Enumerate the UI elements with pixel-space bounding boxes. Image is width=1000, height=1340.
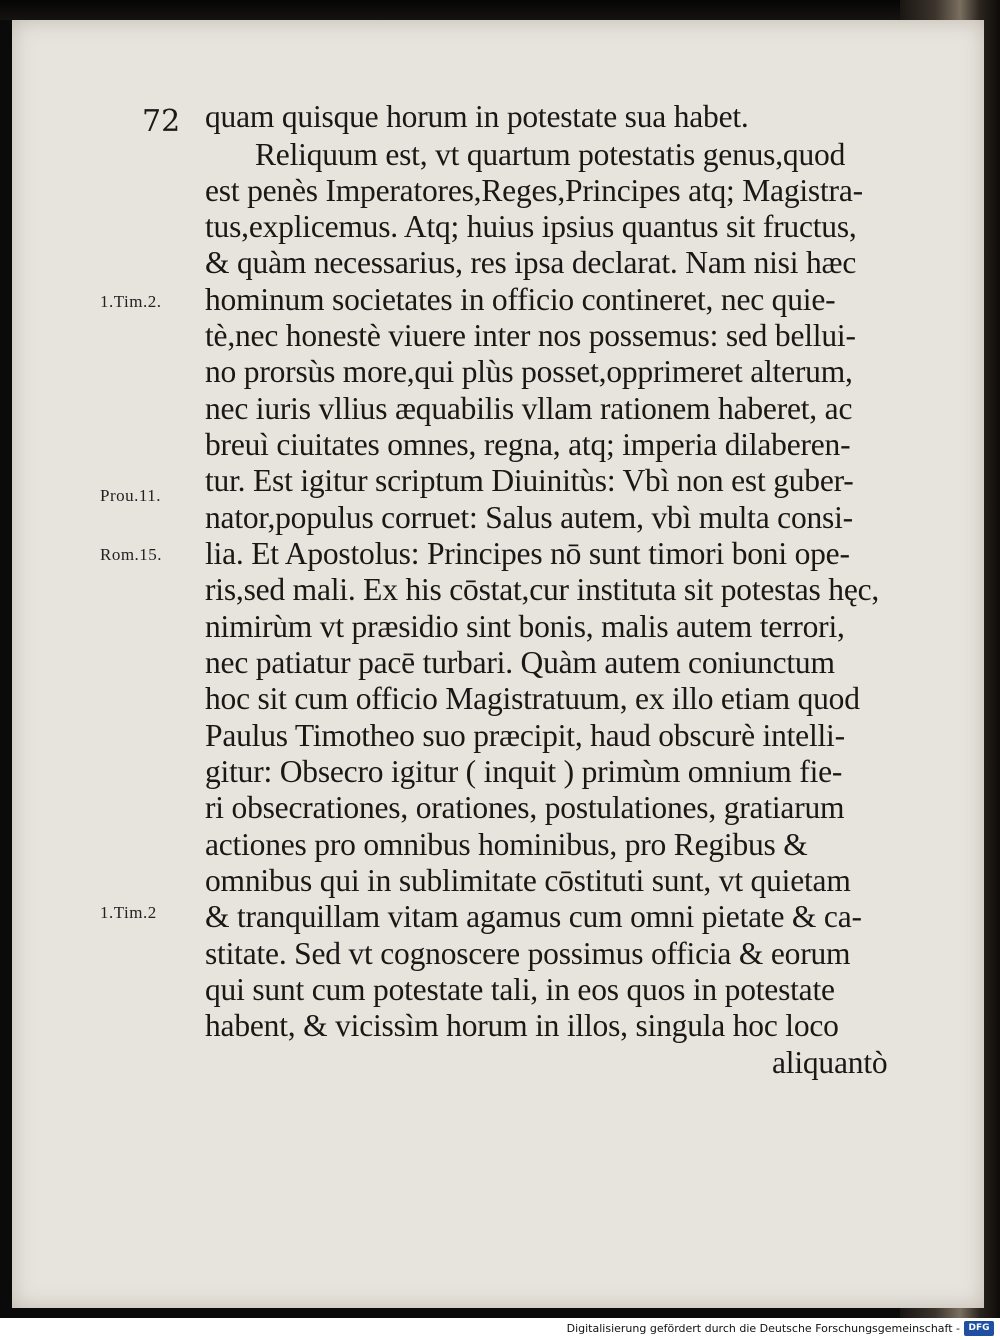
dfg-logo-icon: DFG — [964, 1321, 994, 1336]
text-line: nator,populus corruet: Salus autem, vbì multa consi- — [205, 500, 853, 535]
margin-note: 1.Tim.2 — [100, 903, 157, 922]
text-line: no prorsùs more,qui plùs posset,opprimeret alterum, — [205, 354, 853, 389]
text-line: hominum societates in officio contineret, nec quie- — [205, 282, 836, 317]
text-line: Paulus Timotheo suo præcipit, haud obscurè intelli- — [205, 718, 845, 753]
text-line: tur. Est igitur scriptum Diuinitùs: Vbì non est guber- — [205, 463, 854, 498]
text-line: nec patiatur pacē turbari. Quàm autem coniunctum — [205, 645, 835, 680]
text-line: breuì ciuitates omnes, regna, atq; imperia dilaberen- — [205, 427, 851, 462]
margin-note: Rom.15. — [100, 545, 163, 564]
text-line: tè,nec honestè viuere inter nos possemus: sed bellui- — [205, 318, 856, 353]
text-line: est penès Imperatores,Reges,Principes atq; Magistra- — [205, 173, 863, 208]
text-line: lia. Et Apostolus: Principes nō sunt timori boni ope- — [205, 536, 850, 571]
margin-note: 1.Tim.2. — [100, 292, 162, 311]
text-line: quam quisque horum in potestate sua habet. — [205, 99, 749, 134]
page-number: 72 — [142, 104, 181, 139]
footer-bar — [0, 1318, 1000, 1340]
text-line: habent, & vicissìm horum in illos, singula hoc loco — [205, 1008, 839, 1043]
scan-top-edge — [0, 0, 1000, 20]
text-line: gitur: Obsecro igitur ( inquit ) primùm omnium fie- — [205, 754, 843, 789]
text-line: omnibus qui in sublimitate cōstituti sunt, vt quietam — [205, 863, 851, 898]
text-line: hoc sit cum officio Magistratuum, ex illo etiam quod — [205, 681, 860, 716]
text-line: Reliquum est, vt quartum potestatis genus,quod — [255, 137, 846, 172]
text-line: ri obsecrationes, orationes, postulationes, gratiarum — [205, 790, 845, 825]
text-line: nec iuris vllius æquabilis vllam rationem haberet, ac — [205, 391, 853, 426]
margin-note: Prou.11. — [100, 486, 161, 505]
text-line: stitate. Sed vt cognoscere possimus officia & eorum — [205, 936, 851, 971]
text-line: tus,explicemus. Atq; huius ipsius quantus sit fructus, — [205, 209, 857, 244]
footer-credit: Digitalisierung gefördert durch die Deutsche Forschungsgemeinschaft - — [566, 1322, 960, 1335]
text-line: actiones pro omnibus hominibus, pro Regibus & — [205, 827, 808, 862]
text-line: ris,sed mali. Ex his cōstat,cur instituta sit potestas hęc, — [205, 572, 880, 607]
catchword: aliquantò — [772, 1045, 888, 1080]
text-line: & quàm necessarius, res ipsa declarat. Nam nisi hæc — [205, 245, 857, 280]
text-line: qui sunt cum potestate tali, in eos quos in potestate — [205, 972, 835, 1007]
text-line: & tranquillam vitam agamus cum omni pietate & ca- — [205, 899, 862, 934]
text-line: nimirùm vt præsidio sint bonis, malis autem terrori, — [205, 609, 845, 644]
